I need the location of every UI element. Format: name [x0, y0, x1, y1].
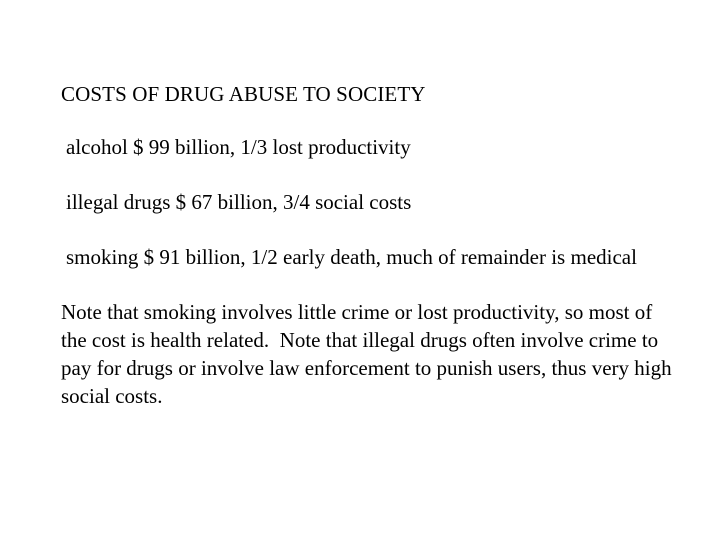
item-smoking: smoking $ 91 billion, 1/2 early death, much of remainder is medical — [66, 245, 637, 269]
item-alcohol: alcohol $ 99 billion, 1/3 lost productivity — [66, 135, 411, 159]
note-paragraph: Note that smoking involves little crime or lost productivity, so most of the cost is health related. Note that illegal drugs often involve crime to pay for drugs or involve law enforcement to punish users, thus very high social costs. — [61, 300, 677, 408]
slide-title: COSTS OF DRUG ABUSE TO SOCIETY — [61, 82, 426, 106]
slide-content — [61, 80, 676, 410]
item-illegal-drugs: illegal drugs $ 67 billion, 3/4 social costs — [66, 190, 412, 214]
